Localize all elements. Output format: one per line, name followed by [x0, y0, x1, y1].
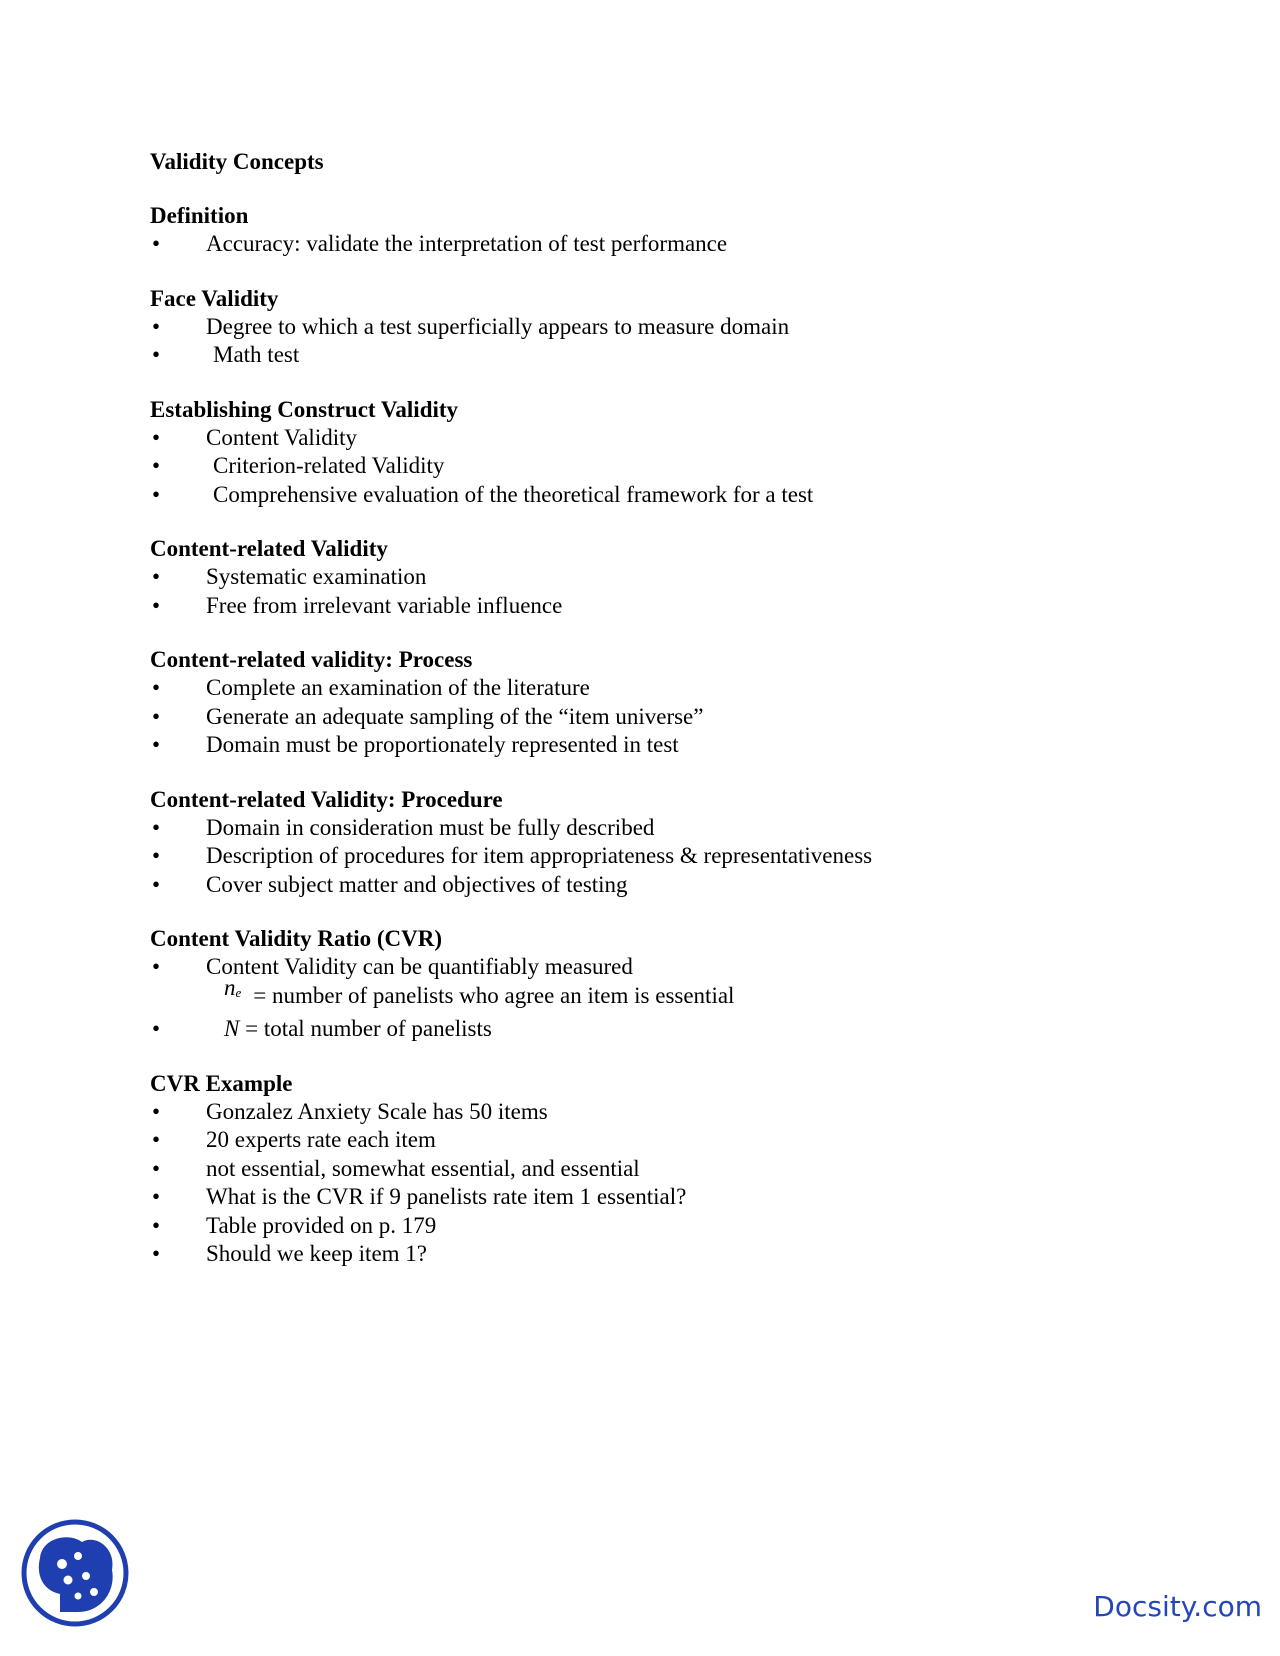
list-item: • Degree to which a test superficially appears to measure domain: [150, 313, 1150, 342]
bullet-list: [150, 1098, 1150, 1269]
list-item: • Comprehensive evaluation of the theoretical framework for a test: [150, 481, 1150, 510]
n-symbol: N: [224, 1016, 240, 1041]
document-body: [150, 148, 1150, 1295]
bullet-list: [150, 313, 1150, 370]
bullet-icon: •: [152, 1241, 161, 1266]
docsity-logo-icon[interactable]: [20, 1518, 130, 1628]
section-cvr: [150, 925, 1150, 1044]
formula-n-row: [150, 1015, 1150, 1044]
list-item: • Generate an adequate sampling of the “item universe”: [150, 703, 1150, 732]
list-item: • not essential, somewhat essential, and essential: [150, 1155, 1150, 1184]
section-process: [150, 646, 1150, 760]
bullet-icon: •: [152, 954, 161, 979]
section-content-related-validity: [150, 535, 1150, 620]
section-heading: Content-related validity: Process: [150, 647, 473, 672]
bullet-list: [150, 230, 1150, 259]
bullet-icon: •: [152, 814, 161, 840]
bullet-icon: •: [152, 481, 161, 507]
list-item: • 20 experts rate each item: [150, 1126, 1150, 1155]
bullet-icon: •: [152, 592, 161, 618]
docsity-brand-link[interactable]: Docsity.com: [1093, 1590, 1262, 1623]
bullet-icon: •: [152, 424, 161, 450]
document-title: Validity Concepts: [150, 149, 324, 174]
bullet-icon: •: [152, 564, 161, 589]
bullet-icon: •: [152, 453, 161, 478]
ne-definition: = number of panelists who agree an item is essential: [253, 982, 735, 1008]
list-item: • Table provided on p. 179: [150, 1212, 1150, 1241]
bullet-icon: •: [152, 675, 161, 700]
bullet-icon: •: [152, 1127, 161, 1152]
list-item: • Complete an examination of the literature: [150, 674, 1150, 703]
list-item: • Systematic examination: [150, 563, 1150, 592]
formula-ne-row: [150, 974, 1150, 1016]
section-heading: Establishing Construct Validity: [150, 396, 459, 422]
bullet-icon: •: [152, 231, 161, 256]
bullet-icon: •: [152, 1016, 161, 1041]
bullet-list: [150, 674, 1150, 760]
bullet-icon: •: [152, 1212, 161, 1238]
section-procedure: [150, 786, 1150, 900]
section-heading: Content-related Validity: [150, 536, 388, 561]
section-heading: Definition: [150, 203, 249, 228]
list-item: • Criterion-related Validity: [150, 452, 1150, 481]
section-face-validity: [150, 285, 1150, 370]
list-item: • Math test: [150, 341, 1150, 370]
list-item: • Domain in consideration must be fully described: [150, 814, 1150, 843]
list-item: • Content Validity: [150, 424, 1150, 453]
list-item: • Cover subject matter and objectives of testing: [150, 871, 1150, 900]
bullet-icon: •: [152, 1155, 161, 1181]
bullet-icon: •: [152, 871, 161, 897]
bullet-icon: •: [152, 843, 161, 868]
list-item: • Content Validity can be quantifiably measured: [150, 953, 1150, 982]
list-item: • Gonzalez Anxiety Scale has 50 items: [150, 1098, 1150, 1127]
section-cvr-example: [150, 1070, 1150, 1269]
bullet-icon: •: [152, 313, 161, 339]
list-item: • Domain must be proportionately represented in test: [150, 731, 1150, 760]
list-item: • Description of procedures for item appropriateness & representativeness: [150, 842, 1150, 871]
bullet-list: [150, 424, 1150, 510]
section-construct-validity: [150, 396, 1150, 510]
bullet-icon: •: [152, 1184, 161, 1209]
section-definition: [150, 202, 1150, 259]
n-definition: = total number of panelists: [245, 1016, 492, 1041]
section-heading: Content Validity Ratio (CVR): [150, 926, 442, 951]
section-heading: Face Validity: [150, 285, 279, 311]
bullet-icon: •: [152, 703, 161, 729]
list-item: • Accuracy: validate the interpretation of test performance: [150, 230, 1150, 259]
section-heading: Content-related Validity: Procedure: [150, 786, 503, 812]
bullet-icon: •: [152, 342, 161, 367]
list-item: • Should we keep item 1?: [150, 1240, 1150, 1269]
ne-symbol: ne: [224, 974, 242, 1000]
bullet-list: [150, 814, 1150, 900]
list-item: • Free from irrelevant variable influence: [150, 592, 1150, 621]
bullet-icon: •: [152, 1098, 161, 1124]
bullet-list: [150, 953, 1150, 1044]
section-heading: CVR Example: [150, 1070, 293, 1096]
list-item: • What is the CVR if 9 panelists rate item 1 essential?: [150, 1183, 1150, 1212]
bullet-icon: •: [152, 732, 161, 757]
bullet-list: [150, 563, 1150, 620]
